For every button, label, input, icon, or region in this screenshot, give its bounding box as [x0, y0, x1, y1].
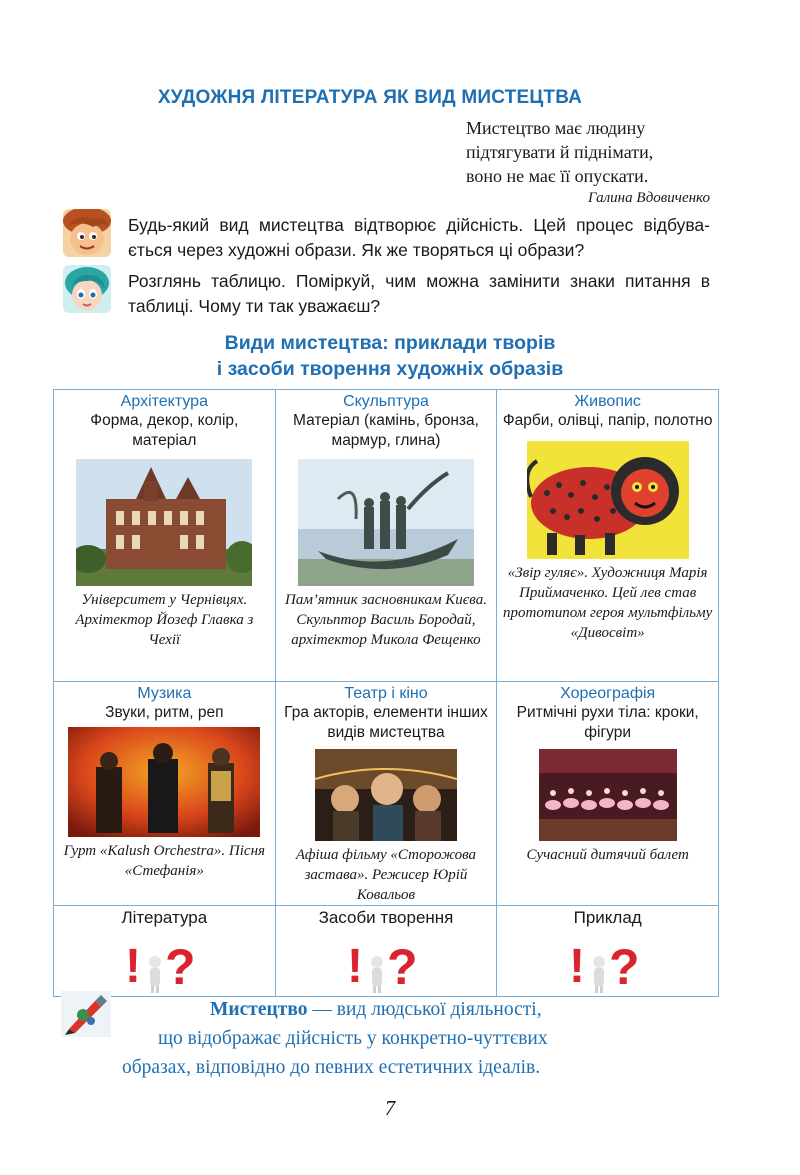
art-example-caption: Університет у Чернівцях. Архітектор Йозеф Главка з Чехії [75, 592, 254, 648]
intro-paragraph: Будь-який вид мистецтва відтворює дійсність. Цей процес відбува-ється через художні образи. Як же творяться ці образи? [128, 215, 710, 260]
question-cell-example [497, 906, 719, 997]
page-title: ХУДОЖНЯ ЛІТЕРАТУРА ЯК ВИД МИСТЕЦТВА [157, 87, 583, 108]
art-example-caption: Пам’ятник засновникам Києва. Скульптор Василь Бородай, архітектор Микола Фещенко [285, 592, 487, 648]
kalush-orchestra-photo [68, 727, 260, 837]
beast-walks-painting [527, 441, 689, 559]
question-mark-icon [341, 932, 431, 994]
table-row [54, 906, 719, 997]
epigraph-line: Мистецтво має людину [466, 118, 646, 138]
svg-text:?: ? [386, 939, 418, 994]
definition-text: — вид людської діяльності, [307, 999, 542, 1020]
art-means: Форма, декор, колір, матеріал [90, 412, 239, 449]
question-cell-label: Засоби творення [318, 908, 454, 927]
girl-character-icon [63, 265, 111, 313]
definition-line: що відображає дійсність у конкретно-чуттєвих [158, 1028, 548, 1049]
art-example-caption: «Звір гуляє». Художниця Марія Приймаченко. Цей лев став прототипом героя мультфільму «Дивосвіт» [503, 565, 713, 641]
art-cell-music [54, 682, 276, 906]
task-paragraph: Розглянь таблицю. Поміркуй, чим можна замінити знаки питання в таблиці. Чому ти так уважаєш? [128, 271, 710, 316]
children-ballet-photo [539, 749, 677, 841]
svg-text:?: ? [165, 939, 196, 994]
svg-text:!: ! [346, 940, 363, 993]
epigraph-line: воно не має її опускати. [466, 166, 649, 186]
art-cell-architecture [54, 390, 276, 682]
art-example-caption: Сучасний дитячий балет [526, 847, 689, 863]
art-means: Фарби, олівці, папір, полотно [502, 412, 713, 429]
epigraph-author: Галина Вдовиченко [587, 190, 710, 206]
svg-text:!: ! [125, 940, 142, 993]
table-title-line: і засоби творення художніх образів [216, 358, 564, 380]
art-example-caption: Афіша фільму «Сторожова застава». Режисер Юрій Ковальов [295, 847, 477, 903]
svg-text:!: ! [568, 940, 585, 993]
art-name: Архітектура [120, 393, 208, 410]
art-cell-choreography [497, 682, 719, 906]
definition-line: образах, відповідно до певних естетичних ідеалів. [122, 1057, 541, 1078]
question-cell-means [275, 906, 497, 997]
art-cell-sculpture [275, 390, 497, 682]
svg-text:?: ? [608, 939, 640, 994]
arts-table [53, 389, 719, 997]
epigraph-line: підтягувати й піднімати, [466, 142, 654, 162]
table-row [54, 390, 719, 682]
university-photo [76, 459, 252, 586]
epigraph [466, 116, 766, 208]
question-cell-label: Література [121, 908, 208, 927]
art-means: Гра акторів, елементи інших видів мистецтва [284, 704, 488, 741]
question-cell-literature [54, 906, 276, 997]
art-name: Скульптура [343, 393, 429, 410]
definition-line [210, 995, 542, 1024]
art-means: Матеріал (камінь, бронза, мармур, глина) [293, 412, 479, 449]
art-cell-theatre-cinema [275, 682, 497, 906]
film-poster-image [315, 749, 457, 841]
art-name: Живопис [574, 393, 641, 410]
art-means: Ритмічні рухи тіла: кроки, фігури [516, 704, 699, 741]
art-name: Театр і кіно [344, 685, 428, 702]
art-means: Звуки, ритм, реп [105, 704, 224, 721]
table-title-line: Види мистецтва: приклади творів [224, 332, 556, 354]
boy-character-icon [63, 209, 111, 257]
table-title [0, 330, 780, 382]
question-mark-icon [563, 932, 653, 994]
question-mark-icon [119, 932, 209, 994]
art-example-caption: Гурт «Kalush Orchestra». Пісня «Стефанія» [63, 843, 265, 879]
question-cell-label: Приклад [573, 908, 642, 927]
pen-icon [61, 991, 111, 1037]
kyiv-founders-monument-photo [298, 459, 474, 586]
definition-term: Мистецтво [210, 999, 308, 1020]
art-cell-painting [497, 390, 719, 682]
art-name: Хореографія [560, 685, 656, 702]
art-name: Музика [137, 685, 192, 702]
table-row [54, 682, 719, 906]
page-number: 7 [384, 1096, 396, 1120]
